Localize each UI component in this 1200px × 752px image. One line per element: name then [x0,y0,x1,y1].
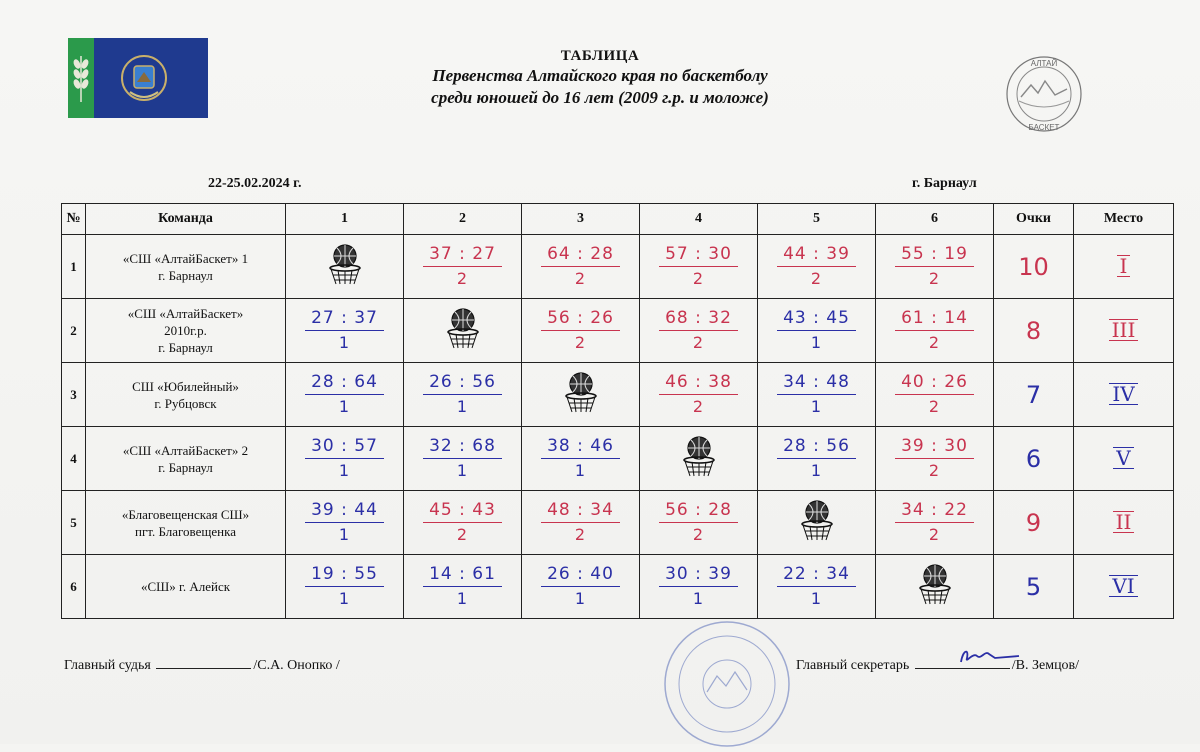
place-cell [1074,299,1174,363]
judge-signature-line [64,656,340,674]
self-match-cell [522,363,640,427]
match-result-cell [876,363,994,427]
match-points: 1 [338,461,351,480]
match-result-cell [522,555,640,619]
judge-name: /С.А. Онопко / [253,658,340,673]
match-score: 46 : 38 [659,372,738,395]
match-score: 68 : 32 [659,308,738,331]
match-score: 37 : 27 [423,244,502,267]
basketball-hoop-icon [679,434,719,478]
header-col-6: 6 [876,204,994,235]
basketball-hoop-icon [797,498,837,542]
match-score: 34 : 22 [895,500,974,523]
match-result-cell [640,235,758,299]
team-name [86,491,286,555]
results-table [61,203,1174,619]
match-points: 1 [810,589,823,608]
match-result-cell [522,427,640,491]
flag-green-stripe [68,38,94,118]
team-name-line: «СШ» г. Алейск [140,579,231,594]
match-score: 55 : 19 [895,244,974,267]
match-score: 43 : 45 [777,308,856,331]
team-name-line: пгт. Благовещенка [134,523,236,539]
match-result-cell [640,299,758,363]
match-result-cell [404,555,522,619]
match-points: 2 [928,525,941,544]
signature-blank [156,656,251,669]
match-points: 2 [692,397,705,416]
title-line-2: среди юношей до 16 лет (2009 г.р. и моложе) [431,88,769,107]
svg-text:АЛТАЙ: АЛТАЙ [1030,59,1058,68]
final-place: III [1109,319,1139,341]
self-match-cell [640,427,758,491]
match-result-cell [758,363,876,427]
basketball-hoop-icon [915,562,955,606]
match-result-cell [876,299,994,363]
secretary-label: Главный секретарь [796,658,910,673]
match-result-cell [876,235,994,299]
match-result-cell [640,555,758,619]
team-name-line: г. Рубцовск [154,395,217,411]
match-points: 1 [810,333,823,352]
wheat-icon [71,52,91,104]
place-cell [1074,363,1174,427]
title-main: ТАБЛИЦА [560,48,640,64]
row-number: 3 [62,363,86,427]
match-result-cell [286,555,404,619]
match-result-cell [286,491,404,555]
match-points: 2 [810,269,823,288]
team-name-line: г. Барнаул [158,267,213,283]
team-name-line: «СШ «АлтайБаскет» [127,306,244,321]
header-col-1: 1 [286,204,404,235]
match-points: 2 [928,269,941,288]
header-place: Место [1074,204,1174,235]
header-col-3: 3 [522,204,640,235]
secretary-signature-line [796,656,1079,674]
match-result-cell [758,555,876,619]
team-name [86,363,286,427]
handwritten-signature [955,644,1025,668]
place-cell [1074,555,1174,619]
team-name-line: СШ «Юбилейный» [132,378,239,394]
match-points: 2 [692,333,705,352]
judge-label: Главный судья [64,658,151,673]
row-number: 6 [62,555,86,619]
row-number: 4 [62,427,86,491]
header-col-2: 2 [404,204,522,235]
team-name [86,235,286,299]
match-result-cell [286,363,404,427]
match-score: 48 : 34 [541,500,620,523]
header-col-5: 5 [758,204,876,235]
match-points: 2 [574,525,587,544]
match-score: 26 : 40 [541,564,620,587]
match-result-cell [758,299,876,363]
match-points: 1 [574,461,587,480]
match-result-cell [522,491,640,555]
event-city: г. Барнаул [912,176,977,191]
match-points: 1 [574,589,587,608]
secretary-name: /В. Земцов/ [1011,658,1080,673]
svg-text:БАСКЕТ: БАСКЕТ [1028,123,1060,132]
team-name-line: «СШ «АлтайБаскет» 2 [122,442,249,458]
basketball-hoop-icon [443,306,483,350]
team-name-line: г. Барнаул [158,340,213,355]
match-result-cell [876,427,994,491]
match-score: 34 : 48 [777,372,856,395]
total-points: 8 [994,299,1074,363]
match-result-cell [640,491,758,555]
match-points: 1 [692,589,705,608]
final-place: IV [1109,383,1137,405]
match-points: 2 [574,269,587,288]
match-points: 2 [692,269,705,288]
match-score: 44 : 39 [777,244,856,267]
team-name-line: «Благовещенская СШ» [121,506,250,522]
header-row [62,204,1174,235]
header-num: № [62,204,86,235]
match-score: 14 : 61 [423,564,502,587]
match-points: 1 [338,333,351,352]
row-number: 2 [62,299,86,363]
match-points: 1 [810,461,823,480]
results-body [62,235,1174,619]
self-match-cell [404,299,522,363]
team-name [86,427,286,491]
team-name-line: «СШ «АлтайБаскет» 1 [122,250,249,266]
match-points: 1 [456,397,469,416]
match-points: 2 [692,525,705,544]
header-team: Команда [86,204,286,235]
match-score: 22 : 34 [777,564,856,587]
match-score: 61 : 14 [895,308,974,331]
document-title [300,48,900,109]
header-points: Очки [994,204,1074,235]
match-result-cell [522,299,640,363]
match-score: 39 : 44 [305,500,384,523]
match-score: 32 : 68 [423,436,502,459]
match-result-cell [404,363,522,427]
match-score: 39 : 30 [895,436,974,459]
match-score: 57 : 30 [659,244,738,267]
match-result-cell [876,491,994,555]
match-points: 1 [456,461,469,480]
match-points: 1 [338,397,351,416]
match-result-cell [758,235,876,299]
final-place: I [1117,255,1131,277]
match-score: 28 : 64 [305,372,384,395]
altai-flag [68,38,208,118]
match-points: 2 [456,525,469,544]
table-row [62,299,1174,363]
match-score: 26 : 56 [423,372,502,395]
place-cell [1074,491,1174,555]
match-points: 2 [574,333,587,352]
match-score: 30 : 57 [305,436,384,459]
final-place: V [1113,447,1133,469]
altai-basket-logo [1005,55,1083,133]
match-score: 56 : 28 [659,500,738,523]
team-name-line: 2010г.р. [164,323,207,338]
match-points: 1 [338,525,351,544]
table-row [62,427,1174,491]
match-result-cell [758,427,876,491]
header-col-4: 4 [640,204,758,235]
title-line-1: Первенства Алтайского края по баскетболу [432,66,768,85]
match-score: 64 : 28 [541,244,620,267]
match-result-cell [286,427,404,491]
total-points: 10 [994,235,1074,299]
team-name [86,555,286,619]
event-dates: 22-25.02.2024 г. [208,176,302,191]
match-result-cell [404,427,522,491]
basketball-hoop-icon [325,242,365,286]
match-points: 1 [338,589,351,608]
match-score: 30 : 39 [659,564,738,587]
crest-icon [120,52,168,104]
team-name [86,299,286,363]
table-row [62,363,1174,427]
table-row [62,491,1174,555]
match-score: 45 : 43 [423,500,502,523]
total-points: 7 [994,363,1074,427]
match-score: 19 : 55 [305,564,384,587]
match-score: 28 : 56 [777,436,856,459]
match-points: 2 [928,397,941,416]
total-points: 5 [994,555,1074,619]
match-score: 27 : 37 [305,308,384,331]
match-score: 56 : 26 [541,308,620,331]
self-match-cell [876,555,994,619]
row-number: 1 [62,235,86,299]
official-stamp [652,612,802,752]
table-row [62,235,1174,299]
match-result-cell [640,363,758,427]
total-points: 6 [994,427,1074,491]
match-points: 2 [456,269,469,288]
team-name-line: г. Барнаул [158,459,213,475]
final-place: II [1113,511,1135,533]
basketball-hoop-icon [561,370,601,414]
place-cell [1074,427,1174,491]
match-result-cell [286,299,404,363]
row-number: 5 [62,491,86,555]
final-place: VI [1109,575,1137,597]
place-cell [1074,235,1174,299]
match-result-cell [404,491,522,555]
self-match-cell [286,235,404,299]
self-match-cell [758,491,876,555]
match-result-cell [522,235,640,299]
match-score: 40 : 26 [895,372,974,395]
table-row [62,555,1174,619]
total-points: 9 [994,491,1074,555]
match-points: 1 [810,397,823,416]
match-result-cell [404,235,522,299]
match-points: 1 [456,589,469,608]
match-points: 2 [928,461,941,480]
match-score: 38 : 46 [541,436,620,459]
match-points: 2 [928,333,941,352]
